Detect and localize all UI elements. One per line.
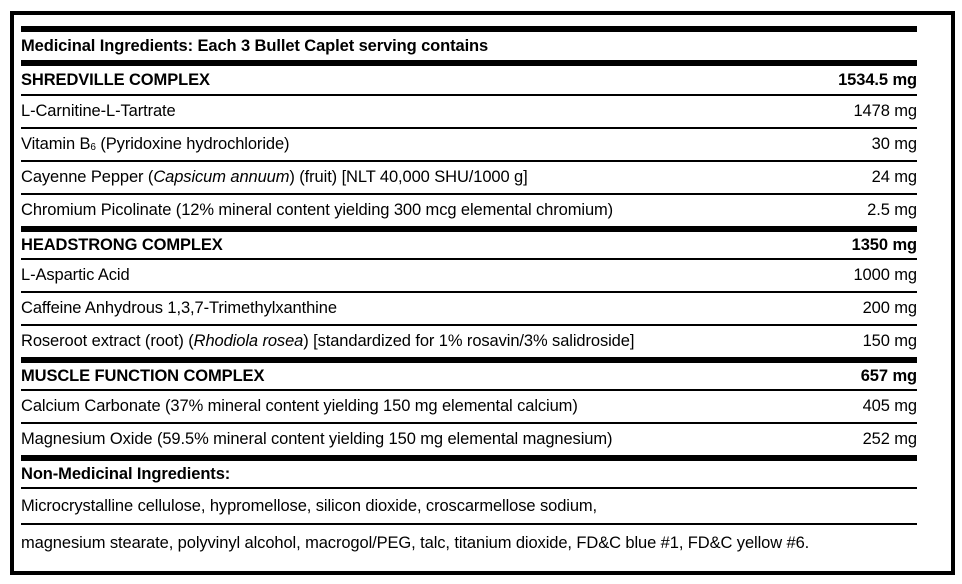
complex-amount: 1350 mg [851,235,917,254]
title-row [21,26,917,60]
complex-name: MUSCLE FUNCTION COMPLEX [21,366,265,385]
non-medicinal-line [21,487,917,523]
ingredient-name: Magnesium Oxide (59.5% mineral content yielding 150 mg elemental magnesium) [21,430,613,448]
complex-row-muscle-function [21,357,917,389]
non-medicinal-text: magnesium stearate, polyvinyl alcohol, macrogol/PEG, talc, titanium dioxide, FD&C blue #1, FD&C yellow #6. [21,533,810,552]
non-medicinal-heading: Non-Medicinal Ingredients: [21,464,231,483]
ingredient-amount: 30 mg [871,135,917,153]
ingredient-name: L-Carnitine-L-Tartrate [21,102,176,120]
non-medicinal-text: Microcrystalline cellulose, hypromellose, silicon dioxide, croscarmellose sodium, [21,496,598,515]
ingredient-name: Cayenne Pepper (Capsicum annuum) (fruit) [NLT 40,000 SHU/1000 g] [21,168,528,186]
ingredient-amount: 150 mg [862,332,917,350]
ingredient-name: L-Aspartic Acid [21,266,130,284]
ingredient-amount: 200 mg [862,299,917,317]
ingredient-row [21,94,917,127]
ingredient-row [21,127,917,160]
non-medicinal-line [21,523,917,561]
ingredient-row [21,258,917,291]
ingredient-row [21,291,917,324]
complex-amount: 1534.5 mg [838,70,917,89]
complex-row-headstrong [21,226,917,258]
ingredient-row [21,324,917,357]
ingredient-amount: 24 mg [871,168,917,186]
table-title: Medicinal Ingredients: Each 3 Bullet Caplet serving contains [21,36,489,55]
ingredient-name: Chromium Picolinate (12% mineral content yielding 300 mcg elemental chromium) [21,201,614,219]
ingredient-row [21,389,917,422]
ingredient-row [21,422,917,455]
complex-row-shredville [21,60,917,94]
ingredient-name: Caffeine Anhydrous 1,3,7-Trimethylxanthine [21,299,337,317]
ingredient-row [21,193,917,226]
ingredient-amount: 2.5 mg [867,201,917,219]
complex-amount: 657 mg [860,366,917,385]
ingredient-amount: 405 mg [862,397,917,415]
ingredient-name: Roseroot extract (root) (Rhodiola rosea) [standardized for 1% rosavin/3% salidroside] [21,332,635,350]
ingredient-name: Calcium Carbonate (37% mineral content yielding 150 mg elemental calcium) [21,397,578,415]
ingredient-row [21,160,917,193]
complex-name: SHREDVILLE COMPLEX [21,70,210,89]
ingredients-table [21,26,917,561]
ingredient-amount: 1478 mg [853,102,917,120]
ingredient-amount: 1000 mg [853,266,917,284]
ingredient-amount: 252 mg [862,430,917,448]
complex-name: HEADSTRONG COMPLEX [21,235,223,254]
non-medicinal-heading-row [21,455,917,487]
ingredient-name: Vitamin $B_6$ (Pyridoxine hydrochloride) [21,135,290,153]
